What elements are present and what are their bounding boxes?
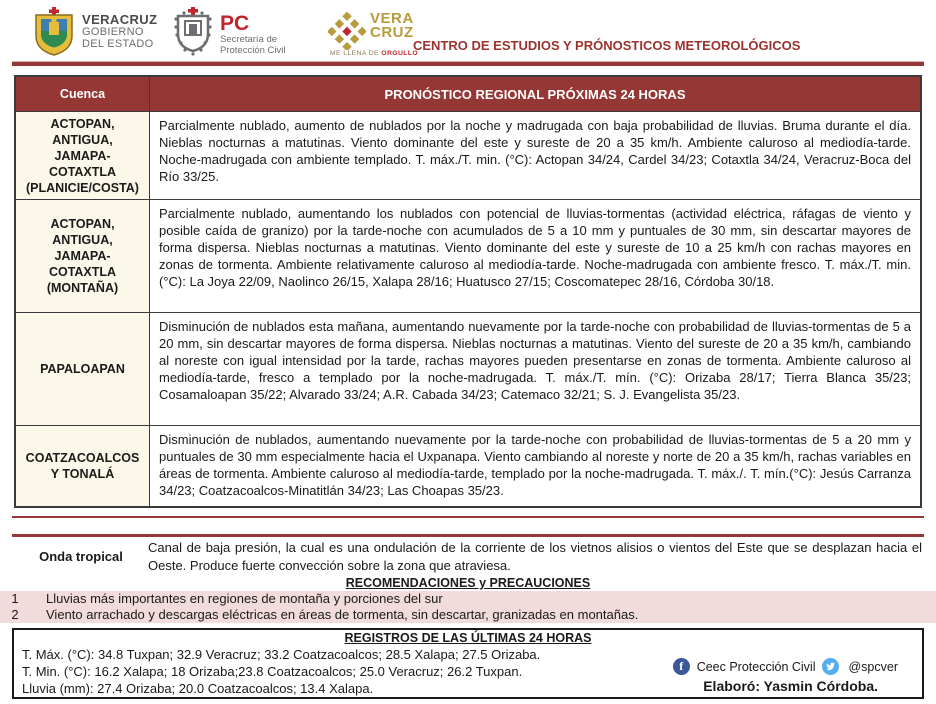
cuenca-line: ANTIGUA, [52,132,113,147]
pc-logo-abbr: PC [220,12,250,35]
veracruz-coat-of-arms-icon [32,7,76,57]
facebook-handle[interactable]: Ceec Protección Civil [696,659,816,674]
elaboro-credit: Elaboró: Yasmin Córdoba. [703,678,878,694]
twitter-handle[interactable]: @spcver [848,659,898,674]
table-row [16,425,920,506]
brand-logo-line2: CRUZ [370,24,414,41]
onda-tropical-text: Canal de baja presión, la cual es una ondulación de la corriente de los vietnos alisios o vientos del Este que se desplazan hacia el Oeste. Produce fuerte convección sobre la zona que atraviesa. [148,540,922,573]
forecast-text-papaloapan: Disminución de nublados esta mañana, aumentando nuevamente por la tarde-noche con probabilidad de lluvias-tormentas de 5 a 20 mm, sin descartar mayores de forma dispersa. Nieblas nocturnas a matutinas. Viento del sureste de 20 a 35 km/h, cambiando al noreste con igual intensidad por la tarde, rachas mayores pueden presentarse en zonas de tormenta. Ambiente caluroso al mediodía-tarde, fresco a templado por la noche-madrugada. T. máx./T. mín. (°C): Orizaba 28/17; Tierra Blanca 35/23; Cosamaloapan 35/22; Alvarado 33/24; A.R. Cabada 34/23; Catemaco 32/21; S. J. Evangelista 35/23. [150,313,920,425]
veracruz-brand-diamond-icon [328,12,366,50]
cuenca-line: Y TONALÁ [50,467,115,481]
header [0,0,936,62]
brand-tagline-bold: ORGULLO [381,50,419,57]
cuenca-label-coatzacoalcos [16,426,150,506]
page-title: CENTRO DE ESTUDIOS Y PRÓNOSTICOS METEOROLÓGICOS [413,38,801,53]
registro-tmax: T. Máx. (°C): 34.8 Tuxpan; 32.9 Veracruz; 33.2 Coatzacoalcos; 28.5 Xalapa; 27.5 Orizaba. [22,647,541,662]
facebook-icon[interactable]: f [673,658,690,675]
gov-logo-line1: GOBIERNO [82,26,144,38]
table-row [16,199,920,312]
brand-tagline [330,50,418,57]
recomendacion-number: 1 [11,591,19,606]
cuenca-label-planicie-costa [16,112,150,199]
pc-logo-text [220,14,285,56]
brand-tagline-prefix: ME LLENA DE [330,50,382,57]
column-header-pronostico: PRONÓSTICO REGIONAL PRÓXIMAS 24 HORAS [150,77,920,111]
cuenca-line: COTAXTLA [48,164,117,179]
divider-rule [12,516,924,518]
brand-logo-text [370,12,414,40]
twitter-bird-icon [825,661,836,672]
recomendacion-number: 2 [11,607,19,622]
forecast-text-coatzacoalcos: Disminución de nublados, aumentando nuevamente por la tarde-noche con probabilidad de lluvias-tormentas de 5 a 20 mm y puntuales de 30 mm especialmente hacia el Uxpanapa. Viento cambiando al noreste y norte de 20 a 35 km/h, rachas variables en áreas de tormenta. Ambiente caluroso al mediodía-tarde, templado por la noche-madrugada. T. máx./. T. mín.(°C): Jesús Carranza 34/23; Coatzacoalcos-Minatitlán 34/23; Las Choapas 35/23. [150,426,920,506]
forecast-table [14,75,922,508]
gov-logo-line2: DEL ESTADO [82,38,154,50]
cuenca-label-papaloapan [16,313,150,425]
proteccion-civil-shield-icon [172,7,214,57]
gov-logo-name: VERACRUZ [82,12,158,27]
social-links [673,658,898,675]
cuenca-line: JAMAPA- [54,148,111,163]
forecast-text-montana: Parcialmente nublado, aumentando los nublados con potencial de lluvias-tormentas (actividad eléctrica, ráfagas de viento y posible caída de granizo) por la tarde-noche con acumulados de 5 a 10 mm y puntuales de 30 mm, sin descartar mayores de forma dispersa. Nieblas nocturnas a matutinas. Viento dominante del este y sureste de 10 a 25 km/h con rachas mayores en zonas de tormenta. Ambiente relativamente caluroso al mediodía-tarde. Noche-madrugada con ambiente fresco. T. máx./T. min. (°C): La Joya 22/09, Naolinco 26/15, Xalapa 28/16; Huatusco 27/15; Coscomatepec 28/16, Córdoba 30/18. [150,200,920,312]
recomendacion-text: Lluvias más importantes en regiones de montaña y porciones del sur [46,591,443,606]
brand-logo-line1: VERA [370,10,414,27]
onda-tropical-label: Onda tropical [39,549,123,564]
cuenca-label-montana [16,200,150,312]
registros-box [12,628,924,699]
registro-lluvia: Lluvia (mm): 27.4 Orizaba; 20.0 Coatzacoalcos; 13.4 Xalapa. [22,681,374,696]
pc-logo-line1: Secretaría de [220,34,278,45]
cuenca-line: COATZACOALCOS [25,451,140,465]
cuenca-line: PAPALOAPAN [40,362,125,376]
pc-logo-line2: Protección Civil [220,45,286,56]
header-rule [12,61,924,66]
list-item [0,607,936,623]
table-row [16,111,920,199]
gov-logo-text [82,14,157,50]
table-row [16,312,920,425]
cuenca-line: COTAXTLA [48,265,117,279]
cuenca-line: (PLANICIE/COSTA) [26,180,139,195]
forecast-table-header-row [16,77,920,111]
recomendacion-text: Viento arrachado y descargas eléctricas en áreas de tormenta, sin descartar, granizadas en montañas. [46,607,639,622]
list-item [0,591,936,607]
recomendaciones-title: RECOMENDACIONES y PRECAUCIONES [345,576,591,590]
registros-title: REGISTROS DE LAS ÚLTIMAS 24 HORAS [344,631,592,645]
onda-tropical-section [14,539,922,574]
forecast-text-planicie-costa: Parcialmente nublado, aumento de nublados por la noche y madrugada con baja probabilidad de lluvias. Bruma durante el día. Nieblas nocturnas a matutinas. Viento dominante del este y sureste de 20 a 35 km/h. Ambiente caluroso al mediodía-tarde. Noche-madrugada con ambiente templado. T. máx./T. min. (°C): Actopan 34/24, Cardel 34/23; Cotaxtla 34/24, Veracruz-Boca del Río 33/25. [150,112,920,199]
registro-tmin: T. Min. (°C): 16.2 Xalapa; 18 Orizaba;23.8 Coatzacoalcos; 25.0 Veracruz; 26.2 Tuxpan. [22,664,523,679]
divider-rule [12,534,924,537]
cuenca-line: (MONTAÑA) [46,281,119,295]
twitter-icon[interactable] [822,658,839,675]
cuenca-line: ACTOPAN, [50,217,115,231]
column-header-cuenca: Cuenca [16,77,150,111]
recomendaciones-list [0,591,936,623]
cuenca-line: ANTIGUA, [52,233,113,247]
cuenca-line: JAMAPA- [54,249,111,263]
cuenca-line: ACTOPAN, [50,116,115,131]
